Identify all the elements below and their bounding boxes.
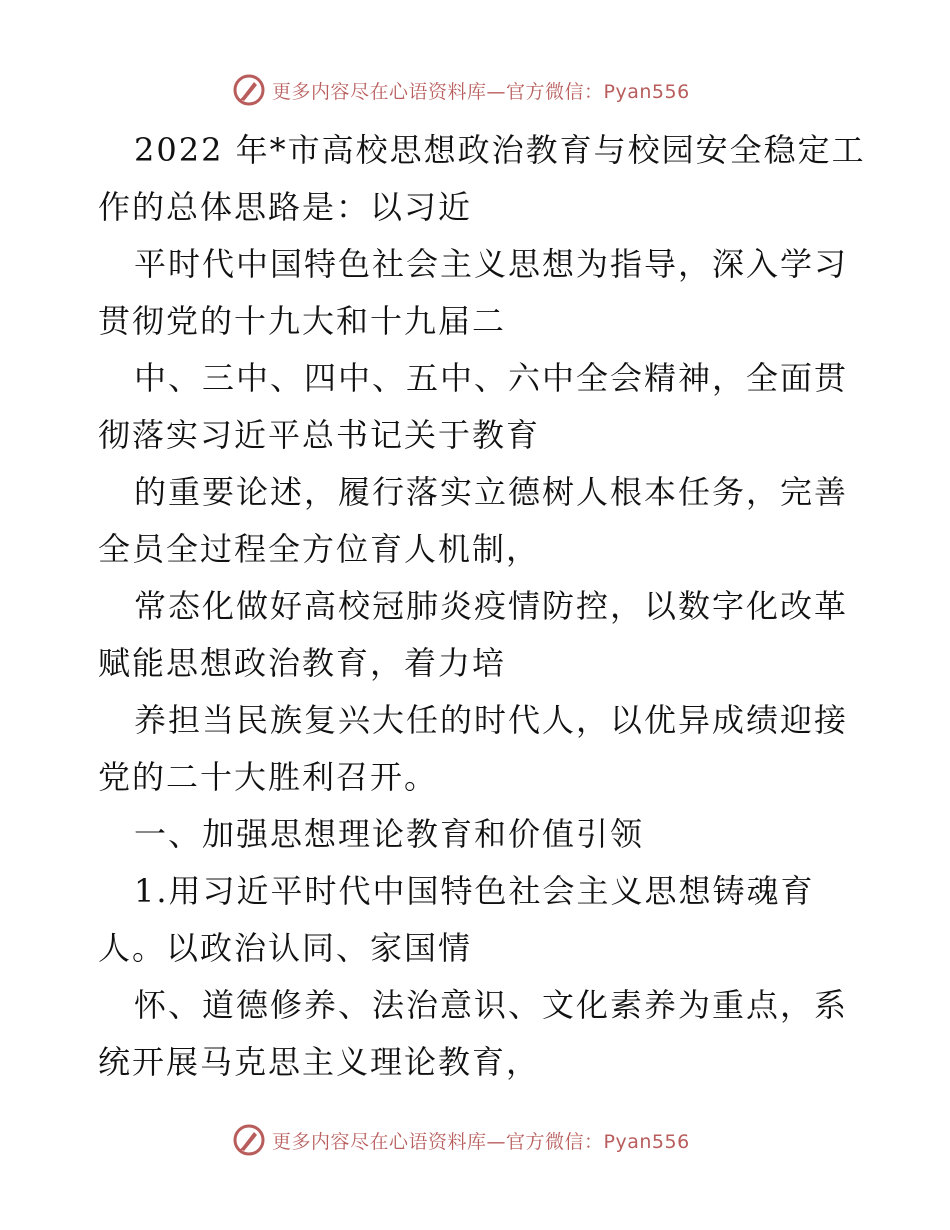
- document-body: [98, 122, 866, 1091]
- text-line: 怀、道德修养、法治意识、文化素养为重点，系: [134, 986, 849, 1024]
- banner-text: 更多内容尽在心语资料库—官方微信：Pyan556: [272, 80, 690, 103]
- text-line: 彻落实习近平总书记关于教育: [98, 416, 541, 454]
- text-line: 统开展马克思主义理论教育，: [98, 1043, 541, 1081]
- text-line: 人。以政治认同、家国情: [98, 929, 473, 967]
- text-line: 2022 年*市高校思想政治教育与校园安全稳定工: [134, 131, 866, 169]
- text-line: 养担当民族复兴大任的时代人，以优异成绩迎接: [134, 701, 849, 739]
- quill-logo-icon: [232, 73, 266, 107]
- text-line: 贯彻党的十九大和十九届二: [98, 302, 507, 340]
- text-line: 常态化做好高校冠肺炎疫情防控，以数字化改革: [134, 587, 849, 625]
- quill-logo-icon: [232, 1123, 266, 1157]
- text-line: 的重要论述，履行落实立德树人根本任务，完善: [134, 473, 849, 511]
- text-line: 平时代中国特色社会主义思想为指导，深入学习: [134, 245, 849, 283]
- header-banner: [232, 70, 690, 110]
- banner-text: 更多内容尽在心语资料库—官方微信：Pyan556: [272, 1130, 690, 1153]
- text-line: 1.用习近平时代中国特色社会主义思想铸魂育: [134, 872, 815, 910]
- text-line: 赋能思想政治教育，着力培: [98, 644, 507, 682]
- footer-banner: [232, 1120, 690, 1160]
- section-heading: 一、加强思想理论教育和价值引领: [134, 815, 645, 853]
- text-line: 党的二十大胜利召开。: [98, 758, 439, 796]
- text-line: 全员全过程全方位育人机制，: [98, 530, 541, 568]
- text-line: 中、三中、四中、五中、六中全会精神，全面贯: [134, 359, 849, 397]
- text-line: 作的总体思路是：以习近: [98, 188, 473, 226]
